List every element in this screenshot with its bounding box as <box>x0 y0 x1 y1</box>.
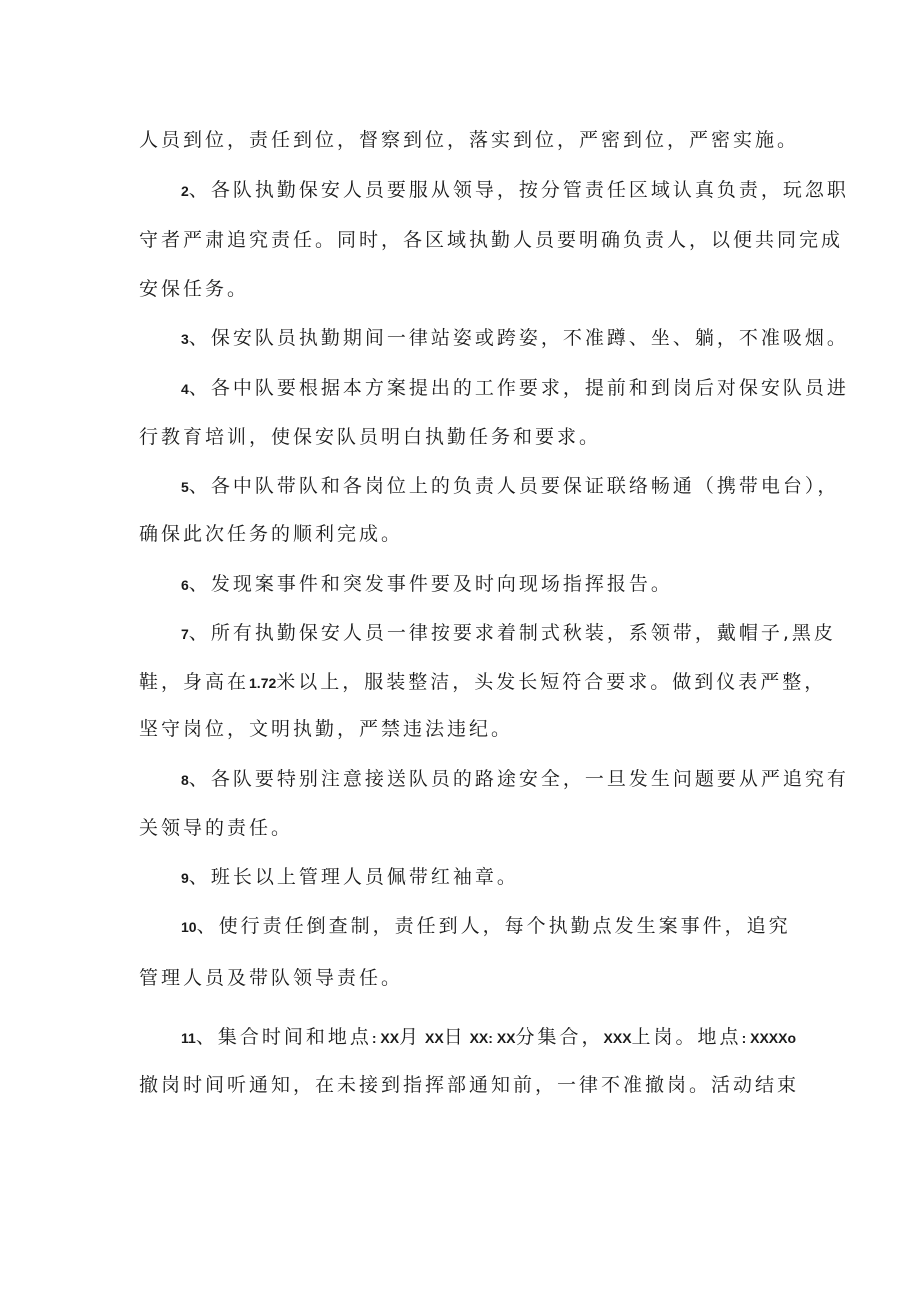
enum-separator: 、 <box>195 1026 218 1048</box>
text-span: 米以上，服装整洁，头发长短符合要求。做到仪表严整， <box>276 671 827 693</box>
enum-separator: 、 <box>188 768 211 790</box>
placeholder-day: XX <box>421 1030 444 1046</box>
item-number: 5 <box>181 479 189 495</box>
text-span: 确保此次任务的顺利完成。 <box>139 523 404 545</box>
item-number: 11 <box>181 1030 196 1046</box>
item-number: 9 <box>181 870 189 886</box>
text-span: 日 <box>443 1026 466 1048</box>
enum-separator: 、 <box>196 915 219 937</box>
text-span: 各队要特别注意接送队员的路途安全，一旦发生问题要从严追究有 <box>210 768 849 790</box>
text-line <box>139 277 249 301</box>
text-span: 所有执勤保安人员一律按要求着制式秋装，系领带，戴帽子,黑皮 <box>210 622 836 644</box>
list-item-6 <box>181 572 673 597</box>
text-line <box>139 522 403 546</box>
text-span: 各队执勤保安人员要服从领导，按分管责任区域认真负责，玩忽职 <box>210 179 849 201</box>
height-value: 1.72 <box>249 675 277 691</box>
text-span: 上岗。地点 <box>631 1026 742 1048</box>
list-item-9 <box>181 865 519 890</box>
text-span: 各中队带队和各岗位上的负责人员要保证联络畅通（携带电台）， <box>210 475 840 497</box>
text-span: 坚守岗位，文明执勤，严禁违法违纪。 <box>139 718 514 740</box>
enum-separator: 、 <box>188 866 211 888</box>
text-span: 集合时间和地点 <box>217 1026 372 1048</box>
text-span: 行教育培训，使保安队员明白执勤任务和要求。 <box>139 426 602 448</box>
text-line <box>139 128 799 152</box>
text-span: 班长以上管理人员佩带红袖章。 <box>210 866 519 888</box>
enum-separator: 、 <box>188 377 211 399</box>
text-span: 使行责任倒查制，责任到人，每个执勤点发生案事件，追究 <box>218 915 791 937</box>
item-number: 3 <box>181 331 189 347</box>
enum-separator: 、 <box>188 573 211 595</box>
placeholder-location: XXXXo <box>746 1030 797 1046</box>
list-item-4 <box>181 376 849 401</box>
text-line <box>139 425 601 449</box>
text-span: 发现案事件和突发事件要及时向现场指挥报告。 <box>210 573 673 595</box>
text-span: 管理人员及带队领导责任。 <box>139 967 404 989</box>
text-span: 各中队要根据本方案提出的工作要求，提前和到岗后对保安队员进 <box>210 377 849 399</box>
text-span: 人员到位，责任到位，督察到位，落实到位，严密到位，严密实施。 <box>139 129 800 151</box>
item-number: 10 <box>181 919 197 935</box>
text-span: 分集合， <box>515 1026 604 1048</box>
text-span: 月 <box>399 1026 422 1048</box>
list-item-8 <box>181 767 849 792</box>
text-span: 撤岗时间听通知，在未接到指挥部通知前，一律不准撤岗。活动结束 <box>139 1074 800 1096</box>
list-item-10 <box>181 914 791 939</box>
placeholder-hour: XX: <box>465 1030 493 1046</box>
text-line <box>139 816 293 840</box>
text-line <box>139 228 843 252</box>
item-number: 6 <box>181 577 189 593</box>
colon: : <box>741 1030 747 1046</box>
enum-separator: 、 <box>188 622 211 644</box>
text-line <box>139 1073 799 1097</box>
item-number: 2 <box>181 183 189 199</box>
text-span: 安保任务。 <box>139 278 250 300</box>
enum-separator: 、 <box>188 179 211 201</box>
enum-separator: 、 <box>188 327 211 349</box>
list-item-2 <box>181 178 849 203</box>
item-number: 4 <box>181 381 189 397</box>
list-item-3 <box>181 326 849 351</box>
text-span: 守者严肃追究责任。同时，各区域执勤人员要明确负责人，以便共同完成 <box>139 229 844 251</box>
colon: : <box>371 1030 377 1046</box>
text-line <box>139 966 403 990</box>
enum-separator: 、 <box>188 475 211 497</box>
item-number: 7 <box>181 626 189 642</box>
text-span: 关领导的责任。 <box>139 817 294 839</box>
list-item-5 <box>181 474 839 499</box>
item-number: 8 <box>181 772 189 788</box>
placeholder-minute: XX <box>492 1030 516 1046</box>
text-line <box>139 670 826 695</box>
text-span: 保安队员执勤期间一律站姿或跨姿，不准蹲、坐、躺，不准吸烟。 <box>210 327 849 349</box>
text-span: 鞋，身高在 <box>139 671 250 693</box>
list-item-7 <box>181 621 836 646</box>
list-item-11 <box>181 1025 796 1050</box>
text-line <box>139 717 513 741</box>
placeholder-month: XX <box>376 1030 400 1046</box>
placeholder-post: XXX <box>603 1030 632 1046</box>
